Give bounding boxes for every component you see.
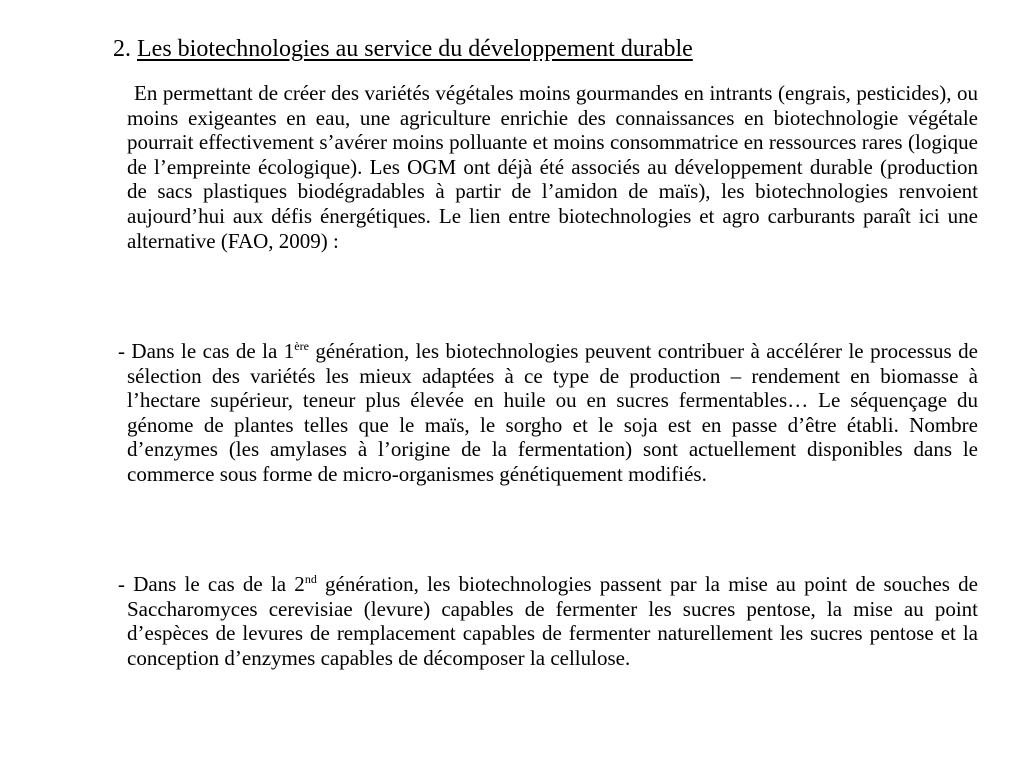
intro-paragraph: En permettant de créer des variétés végétales moins gourmandes en intrants (engrais, pesticides), ou moins exigeantes en eau, une agriculture enrichie des connaissances en biotechnologie végétale pourrait effectivement s’avérer moins polluante et moins consommatrice en ressources rares (logique de l’empreinte écologique). Les OGM ont déjà été associés au développement durable (production de sacs plastiques biodégradables à partir de l’amidon de maïs), les biotechnologies renvoient aujourd’hui aux défis énergétiques. Le lien entre biotechnologies et agro carburants paraît ici une alternative (FAO, 2009) :	[127, 81, 978, 253]
bullet-second-superscript: nd	[304, 572, 317, 586]
bullet-second-generation	[118, 572, 978, 670]
bullet-first-superscript: ère	[294, 339, 309, 353]
section-title: Les biotechnologies au service du développement durable	[137, 36, 693, 62]
bullet-first-text: génération, les biotechnologies peuvent contribuer à accélérer le processus de sélection des variétés les mieux adaptées à ce type de production – rendement en biomasse à l’hectare supérieur, teneur plus élevée en huile ou en sucres fermentables… Le séquençage du génome de plantes telles que le maïs, le sorgho et le soja est en passe d’être établi. Nombre d’enzymes (les amylases à l’origine de la fermentation) sont actuellement disponibles dans le commerce sous forme de micro-organismes génétiquement modifiés.	[127, 339, 978, 486]
bullet-second-prefix: - Dans le cas de la 2	[118, 572, 305, 596]
section-heading	[113, 32, 693, 66]
section-number: 2.	[113, 36, 131, 62]
bullet-first-prefix: - Dans le cas de la 1	[118, 339, 295, 363]
bullet-first-generation	[118, 339, 978, 487]
bullet-second-text: génération, les biotechnologies passent par la mise au point de souches de Saccharomyces cerevisiae (levure) capables de fermenter les sucres pentose, la mise au point d’espèces de levures de remplacement capables de fermenter naturellement les sucres pentose et la conception d’enzymes capables de décomposer la cellulose.	[127, 572, 978, 670]
